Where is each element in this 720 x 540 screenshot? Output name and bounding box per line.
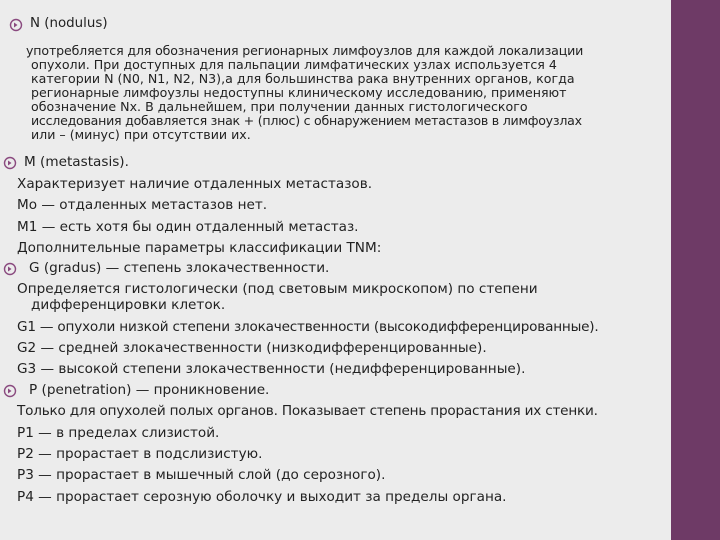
n-line-1: употребляется для обозначения регионарных лимфоузлов для каждой локализации	[26, 43, 584, 58]
g-line-3: G1 — опухоли низкой степени злокачественности (высокодифференцированные).	[17, 319, 599, 335]
circled-arrow-icon	[3, 384, 17, 398]
circled-arrow-icon	[3, 262, 17, 276]
m-line-1: Характеризует наличие отдаленных метастазов.	[17, 176, 373, 192]
circled-arrow-icon	[3, 156, 17, 170]
m-line-3: M1 — есть хотя бы один отдаленный метастаз.	[17, 219, 359, 235]
g-line-5: G3 — высокой степени злокачественности (недифференцированные).	[17, 361, 526, 377]
p-line-5: P4 — прорастает серозную оболочку и выходит за пределы органа.	[17, 489, 507, 505]
n-heading: N (nodulus)	[30, 16, 108, 31]
n-line-3: категории N (N0, N1, N2, N3),а для большинства рака внутренних органов, когда	[31, 71, 575, 86]
n-line-6: исследования добавляется знак + (плюс) с обнаружением метастазов в лимфоузлах	[31, 113, 582, 128]
p-line-3: P2 — прорастает в подслизистую.	[17, 446, 263, 462]
n-line-7: или – (минус) при отсутствии их.	[31, 127, 251, 142]
p-line-1: Только для опухолей полых органов. Показывает степень прорастания их стенки.	[17, 403, 598, 419]
g-line-1: Определяется гистологически (под световым микроскопом) по степени	[17, 281, 538, 297]
n-line-5: обозначение Nx. В дальнейшем, при получении данных гистологического	[31, 99, 528, 114]
m-heading: M (metastasis).	[24, 154, 129, 170]
g-line-4: G2 — средней злокачественности (низкодифференцированные).	[17, 340, 487, 356]
n-line-4: регионарные лимфоузлы недоступны клиническому исследованию, применяют	[31, 85, 567, 100]
p-line-2: P1 — в пределах слизистой.	[17, 425, 220, 441]
n-line-2: опухоли. При доступных для пальпации лимфатических узлах используется 4	[31, 57, 557, 72]
g-heading: G (gradus) — степень злокачественности.	[29, 260, 330, 276]
m-line-2: Mo — отдаленных метастазов нет.	[17, 197, 268, 213]
circled-arrow-icon	[9, 18, 23, 32]
m-line-4: Дополнительные параметры классификации TNM:	[17, 240, 382, 256]
p-heading: P (penetration) — проникновение.	[29, 382, 270, 398]
p-line-4: P3 — прорастает в мышечный слой (до серозного).	[17, 467, 386, 483]
g-line-2: дифференцировки клеток.	[31, 297, 226, 313]
